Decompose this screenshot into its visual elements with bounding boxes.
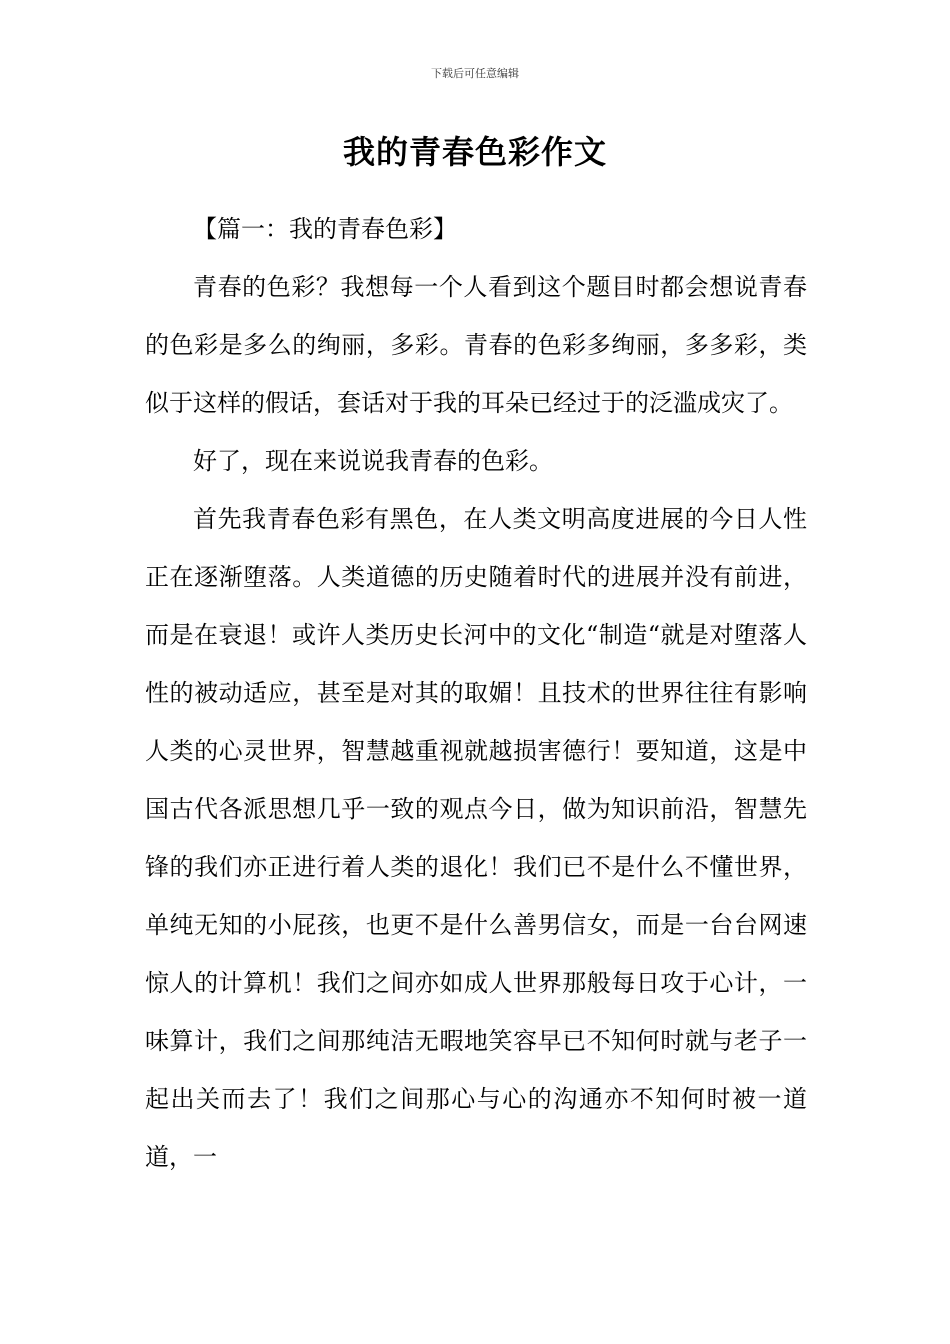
paragraph: 首先我青春色彩有黑色，在人类文明高度进展的今日人性正在逐渐堕落。人类道德的历史随着时代的进展并没有前进，而是在衰退！或许人类历史长河中的文化“制造“就是对堕落人性的被动适应，甚至是对其的取媚！且技术的世界往往有影响人类的心灵世界，智慧越重视就越损害德行！要知道，这是中国古代各派思想几乎一致的观点今日，做为知识前沿，智慧先锋的我们亦正进行着人类的退化！我们已不是什么不懂世界，单纯无知的小屁孩，也更不是什么善男信女，而是一台台网速惊人的计算机！我们之间亦如成人世界那般每日攻于心计，一味算计，我们之间那纯洁无暇地笑容早已不知何时就与老子一起出关而去了！我们之间那心与心的沟通亦不知何时被一道道，一 <box>145 505 807 1171</box>
header-note: 下载后可任意编辑 <box>431 67 519 80</box>
section-heading: 【篇一：我的青春色彩】 <box>193 215 457 243</box>
document-title: 我的青春色彩作文 <box>342 133 607 171</box>
paragraph: 青春的色彩？我想每一个人看到这个题目时都会想说青春的色彩是多么的绚丽，多彩。青春的色彩多绚丽，多多彩，类似于这样的假话，套话对于我的耳朵已经过于的泛滥成灾了。 <box>145 273 807 417</box>
paragraph: 好了，现在来说说我青春的色彩。 <box>193 447 553 475</box>
document-body <box>145 200 807 1186</box>
